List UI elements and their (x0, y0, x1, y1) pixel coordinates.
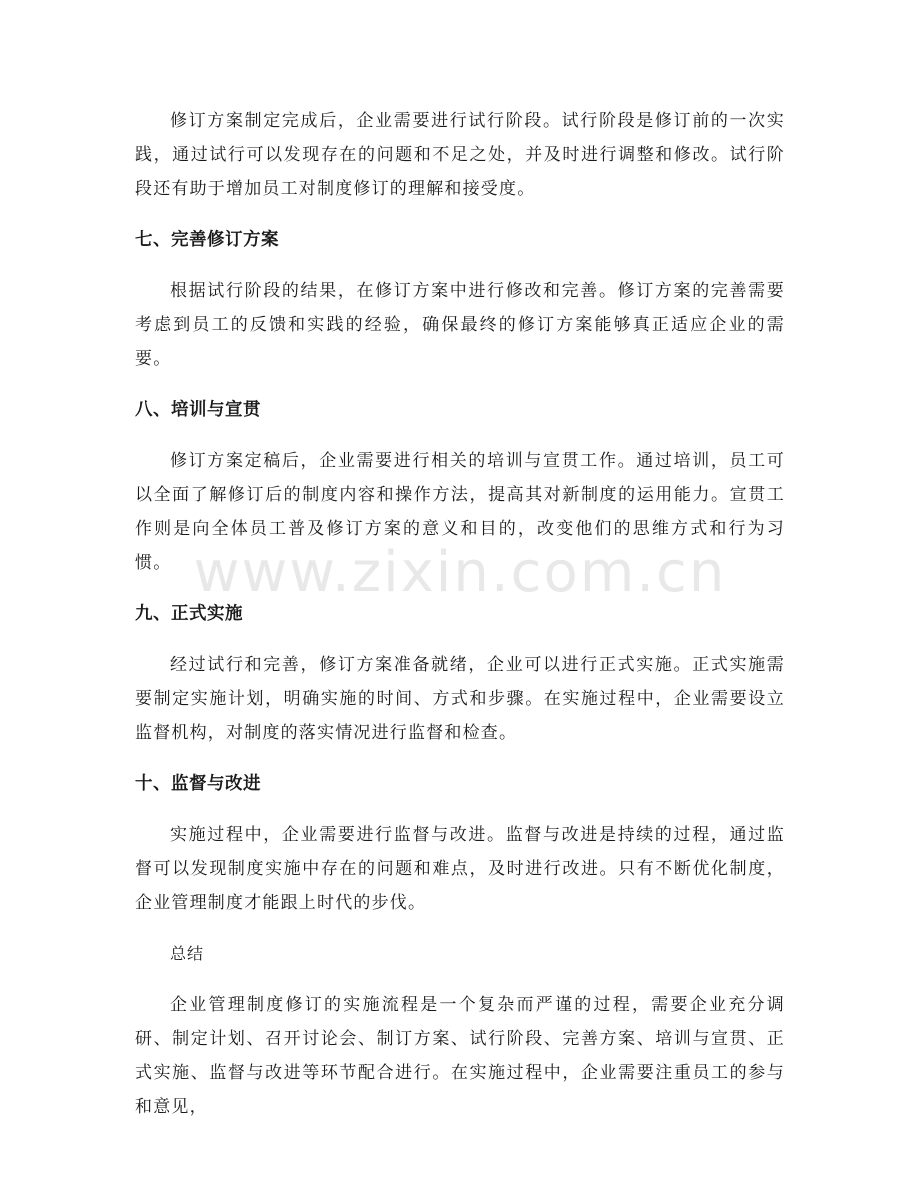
document-body (135, 104, 785, 1141)
section-7-paragraph: 根据试行阶段的结果，在修订方案中进行修改和完善。修订方案的完善需要考虑到员工的反馈和实践的经验，确保最终的修订方案能够真正适应企业的需要。 (135, 281, 785, 369)
section-9-paragraph: 经过试行和完善，修订方案准备就绪，企业可以进行正式实施。正式实施需要制定实施计划，明确实施的时间、方式和步骤。在实施过程中，企业需要设立监督机构，对制度的落实情况进行监督和检查。 (135, 655, 785, 743)
section-heading-9: 九、正式实施 (135, 604, 243, 624)
summary-paragraph: 企业管理制度修订的实施流程是一个复杂而严谨的过程，需要企业充分调研、制定计划、召开讨论会、制订方案、试行阶段、完善方案、培训与宣贯、正式实施、监督与改进等环节配合进行。在实施过程中，企业需要注重员工的参与和意见， (135, 995, 785, 1117)
section-8-paragraph: 修订方案定稿后，企业需要进行相关的培训与宣贯工作。通过培训，员工可以全面了解修订后的制度内容和操作方法，提高其对新制度的运用能力。宣贯工作则是向全体员工普及修订方案的意义和目的，改变他们的思维方式和行为习惯。 (135, 451, 785, 573)
section-10-paragraph: 实施过程中，企业需要进行监督与改进。监督与改进是持续的过程，通过监督可以发现制度实施中存在的问题和难点，及时进行改进。只有不断优化制度，企业管理制度才能跟上时代的步伐。 (135, 825, 785, 913)
summary-label: 总结 (170, 944, 205, 963)
section-heading-8: 八、培训与宣贯 (135, 400, 261, 420)
watermark: www.zixin.com.cn (193, 540, 727, 605)
section-heading-10: 十、监督与改进 (135, 774, 261, 794)
section-heading-7: 七、完善修订方案 (135, 230, 279, 250)
trial-phase-paragraph: 修订方案制定完成后，企业需要进行试行阶段。试行阶段是修订前的一次实践，通过试行可以发现存在的问题和不足之处，并及时进行调整和修改。试行阶段还有助于增加员工对制度修订的理解和接受度。 (135, 111, 785, 199)
